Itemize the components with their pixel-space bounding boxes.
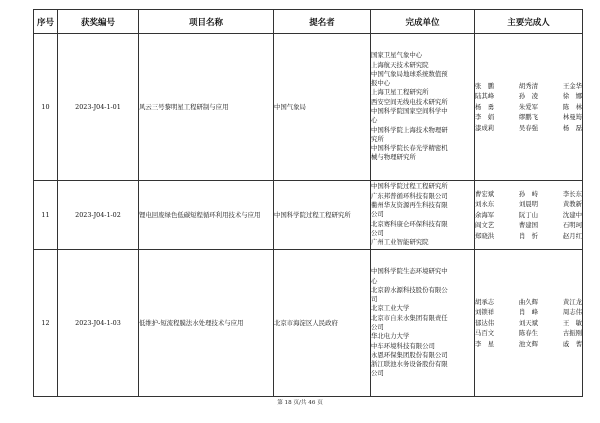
unit-line: 永恩环保集团股份有限公司: [371, 350, 448, 359]
unit-line: 西安空间无线电技术研究所: [371, 97, 448, 106]
completion-units: [371, 181, 475, 250]
people-line: 李 娟 缪鹏飞 林曼筠: [475, 113, 582, 122]
page-number-footer: 第 18 页/共 46 页: [277, 400, 323, 406]
unit-line: 广东邦普循环科技有限公司: [371, 191, 448, 200]
header-award-code: 获奖编号: [58, 10, 139, 34]
main-people: [475, 181, 583, 250]
unit-line: 国家卫星气象中心: [371, 51, 423, 60]
table-header-row: [34, 10, 583, 34]
unit-line: 心: [371, 116, 378, 125]
unit-line: 广州工业智能研究院: [371, 238, 429, 247]
people-line: 漆成莉 吴春强 杨 磊: [475, 123, 582, 132]
unit-line: 中国科学院过程工程研究所: [371, 182, 448, 191]
nominator: 中国科学院过程工程研究所: [274, 181, 371, 250]
unit-line: 上海航天技术研究院: [371, 60, 429, 69]
header-no: 序号: [34, 10, 58, 34]
nominator: 北京市海淀区人民政府: [274, 250, 371, 397]
completion-units: [371, 250, 475, 397]
table-row: [34, 34, 583, 181]
unit-line: 公司: [371, 369, 384, 378]
unit-line: 公司: [371, 323, 384, 331]
people-line: 杨 勇 朱爱军 陈 林: [475, 102, 582, 111]
unit-line: 究所: [371, 134, 384, 143]
header-nominator: 提名者: [274, 10, 371, 34]
unit-line: 报中心: [371, 79, 391, 88]
header-people: 主要完成人: [475, 10, 583, 34]
people-line: 陆其峰 孙 凌 徐 娜: [475, 92, 582, 101]
people-line: 余海军 阮丁山 沈建中: [475, 210, 582, 219]
unit-line: 司: [371, 295, 378, 304]
unit-line: 北京工业大学: [371, 304, 410, 313]
unit-line: 公司: [371, 228, 384, 237]
people-line: 郁达伟 刘天斌 王 敏: [475, 318, 582, 327]
unit-line: 北京赛科康仑环保科技有限: [371, 219, 448, 228]
unit-line: 公司: [371, 210, 384, 219]
table-row: [34, 181, 583, 250]
unit-line: 中国科学院长春光学精密机: [371, 144, 448, 153]
unit-line: 中国科学院国家空间科学中: [371, 107, 448, 115]
unit-line: 中车环境科技有限公司: [371, 341, 435, 350]
nominator: 中国气象局: [274, 34, 371, 181]
row-number: 10: [34, 34, 58, 181]
unit-line: 衢州华友资源再生科技有限: [371, 201, 448, 210]
people-line: 阎文艺 曹建国 石明珂: [475, 221, 582, 230]
people-line: 马百文 陈春生 古振刚: [475, 329, 582, 338]
people-line: 张 鹏 胡秀清 王金华: [475, 81, 582, 90]
header-project-name: 项目名称: [139, 10, 274, 34]
people-line: 曹宏斌 孙 峙 李长东: [475, 189, 582, 198]
unit-line: 浙江联池水务设备股份有限: [371, 360, 448, 369]
award-code: 2023-J04-1-02: [58, 181, 139, 250]
people-line: 刘锁祥 肖 峰 周志伟: [475, 308, 582, 317]
table-row: [34, 250, 583, 397]
header-units: 完成单位: [371, 10, 475, 34]
people-line: 刘永东 刘晨明 黄教新: [475, 200, 582, 209]
unit-line: 械与物理研究所: [371, 153, 416, 162]
row-number: 11: [34, 181, 58, 250]
unit-line: 中国科学院生态环境研究中: [371, 267, 448, 276]
project-name: 风云三号黎明星工程研制与应用: [139, 34, 274, 181]
project-name: 低维护-短流程膜法水处理技术与应用: [139, 250, 274, 397]
unit-line: 北京市自来水集团有限责任: [371, 313, 448, 322]
unit-line: 北京碧水源科技股份有限公: [371, 285, 448, 294]
row-number: 12: [34, 250, 58, 397]
main-people: [475, 34, 583, 181]
main-people: [475, 250, 583, 397]
project-name: 锂电回废绿色低碳短程循环利用技术与应用: [139, 181, 274, 250]
awards-table: [33, 9, 583, 397]
people-line: 李 星 池文辉 戚 蓍: [475, 339, 582, 348]
unit-line: 华北电力大学: [371, 332, 410, 341]
completion-units: [371, 34, 475, 181]
unit-line: 中国气象局地球系统数值预: [371, 69, 448, 78]
unit-line: 上海卫星工程研究所: [371, 88, 429, 97]
unit-line: 心: [371, 276, 378, 285]
people-line: 郑晓洪 肖 忻 赵月红: [475, 231, 582, 240]
people-line: 胡承志 曲久辉 黄江龙: [475, 297, 582, 306]
award-code: 2023-J04-1-01: [58, 34, 139, 181]
award-code: 2023-J04-1-03: [58, 250, 139, 397]
unit-line: 中国科学院上海技术物理研: [371, 125, 448, 134]
